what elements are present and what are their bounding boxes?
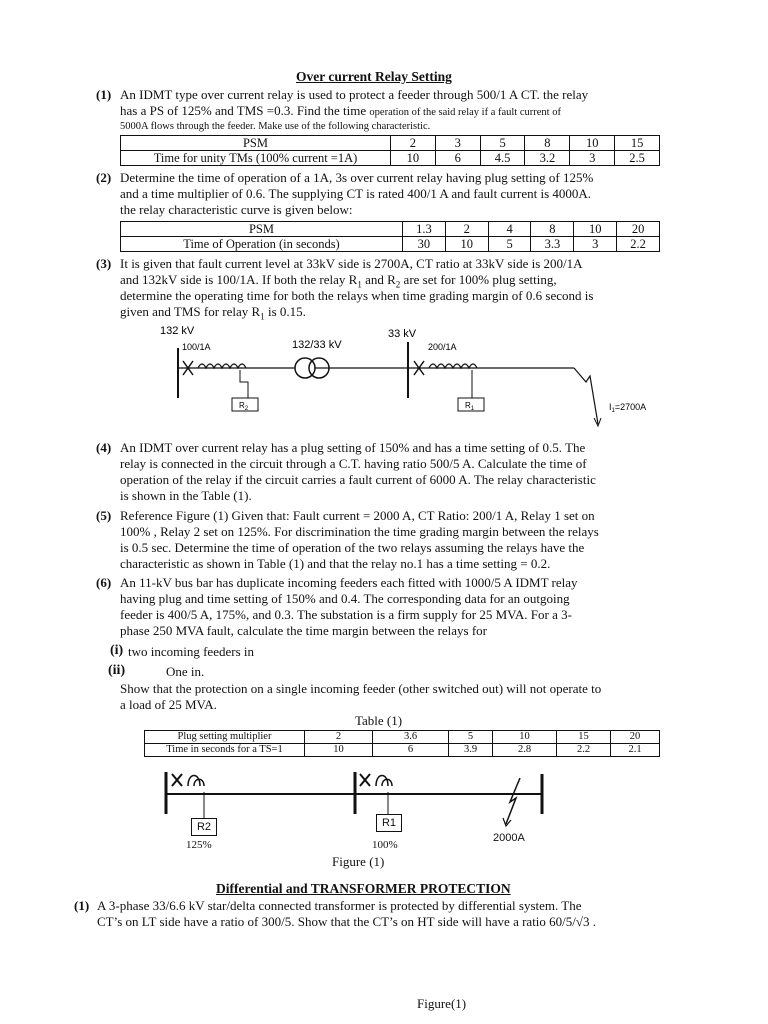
table-cell: 10 (391, 151, 436, 166)
subscript: 2 (395, 279, 401, 290)
table-cell: 4.5 (480, 151, 525, 166)
table-cell: 2.8 (493, 744, 557, 757)
table-cell: Time for unity TMs (100% current =1A) (121, 151, 391, 166)
table-cell: 3 (435, 136, 480, 151)
table-cell: 3.3 (531, 237, 574, 252)
table-cell: 2.2 (557, 744, 611, 757)
text-line: a load of 25 MVA. (120, 697, 217, 712)
relay-setting-label: 100% (372, 839, 398, 851)
text-line: It is given that fault current level at 33kV side is 2700A, CT ratio at 33kV side is 200/1A (120, 256, 583, 271)
q3-single-line-diagram (150, 320, 710, 450)
text-line: Determine the time of operation of a 1A, 3s over current relay having plug setting of 125% (120, 170, 594, 185)
table-caption: Table (1) (355, 713, 403, 728)
table-1 (144, 730, 660, 757)
question-number: (1) (74, 898, 90, 913)
fault-current-label: $I_1=2700A$ (609, 402, 647, 414)
footer-figure-label: Figure(1) (417, 996, 467, 1011)
text-line: 5000A flows through the feeder. Make use of the following characteristic. (120, 121, 431, 132)
relay-connection (240, 370, 248, 398)
fault-arrow-icon (574, 368, 598, 424)
table-cell: 10 (445, 237, 488, 252)
text-line: phase 250 MVA fault, calculate the time margin between the relays for (120, 623, 488, 638)
table-cell: 10 (570, 136, 615, 151)
sub-question-text: One in. (166, 664, 205, 679)
ct-coil-icon (376, 776, 392, 787)
text-line: Show that the protection on a single incoming feeder (other switched out) will not operate to (120, 681, 602, 696)
text-line: is 0.5 sec. Determine the time of operation of the two relays assuming the relays have the (120, 540, 585, 555)
table-cell: 2.1 (611, 744, 660, 757)
table-row (145, 744, 660, 757)
table-cell: 4 (488, 222, 531, 237)
table-cell: 20 (611, 731, 660, 744)
text-line: and 132kV side is 100/1A. If both the relay R (120, 272, 358, 287)
voltage-label: 132 kV (160, 325, 195, 337)
text-line: operation of the said relay if a fault current of (369, 107, 561, 118)
table-row (121, 222, 660, 237)
table-cell: 3.9 (449, 744, 493, 757)
voltage-label: 33 kV (388, 328, 417, 340)
question-number: (3) (96, 256, 112, 271)
text-line: is shown in the Table (1). (120, 488, 252, 503)
text-line: characteristic as shown in Table (1) and that the relay no.1 has a time setting = 0.2. (120, 556, 551, 571)
question-number: (1) (96, 87, 112, 102)
table-row (145, 731, 660, 744)
table-cell: 8 (531, 222, 574, 237)
question-3-text (120, 256, 720, 320)
text-line: A 3-phase 33/6.6 kV star/delta connected transformer is protected by differential system. The (97, 898, 582, 913)
table-cell: 10 (574, 222, 617, 237)
table-cell: Time in seconds for a TS=1 (145, 744, 305, 757)
table-cell: 10 (305, 744, 373, 757)
subscript: 1 (260, 311, 265, 322)
text-line: having plug and time setting of 150% and 0.4. The corresponding data for an outgoing (120, 591, 570, 606)
relay-r2-box: R2 (191, 818, 217, 836)
question-number: (4) (96, 440, 112, 455)
question-number: (5) (96, 508, 112, 523)
relay-r2-label: $R_2$ (239, 401, 249, 412)
table-cell: 15 (557, 731, 611, 744)
table-cell: PSM (121, 136, 391, 151)
table-row (121, 136, 660, 151)
sub-question-text: two incoming feeders in (128, 644, 254, 659)
table-cell: 2.2 (617, 237, 660, 252)
text-line: CT’s on LT side have a ratio of 300/5. Show that the CT’s on HT side will have a ratio 60/5/√3 . (97, 914, 597, 929)
text-line: has a PS of 125% and TMS =0.3. Find the time (120, 103, 367, 118)
ct-coil-icon (429, 364, 477, 368)
question-6-text (120, 575, 720, 639)
section-title: Over current Relay Setting (296, 69, 452, 84)
ct-ratio-label: 200/1A (428, 342, 457, 352)
table-cell: 5 (488, 237, 531, 252)
ct-ratio-label: 100/1A (182, 342, 211, 352)
text-line: An 11-kV bus bar has duplicate incoming feeders each fitted with 1000/5 A IDMT relay (120, 575, 578, 590)
question-6-tail (120, 681, 720, 713)
transformer-label: 132/33 kV (292, 339, 342, 351)
table-cell: 3.2 (525, 151, 570, 166)
question-2-text (120, 170, 720, 218)
breaker-x-icon (360, 774, 370, 786)
table-cell: Time of Operation (in seconds) (121, 237, 403, 252)
text-line: the relay characteristic curve is given below: (120, 202, 353, 217)
table-cell: 2 (391, 136, 436, 151)
text-line: given and TMS for relay R (120, 304, 261, 319)
table-cell: 2.5 (615, 151, 660, 166)
table-row (121, 151, 660, 166)
table-cell: 3 (570, 151, 615, 166)
fault-current-label: 2000A (493, 832, 525, 844)
question-1-table (120, 135, 660, 166)
sub-question-number: (i) (110, 643, 124, 658)
section-title: Differential and TRANSFORMER PROTECTION (216, 881, 511, 896)
text-line: and a time multiplier of 0.6. The supplying CT is rated 400/1 A and fault current is 4000A. (120, 186, 592, 201)
table-cell: 5 (449, 731, 493, 744)
text-line: are set for 100% plug setting, (400, 272, 557, 287)
table-cell: 2 (305, 731, 373, 744)
text-line: determine the operating time for both the relays when time grading margin of 0.6 second is (120, 288, 594, 303)
table-cell: 2 (445, 222, 488, 237)
text-line: 100% , Relay 2 set on 125%. For discrimination the time grading margin between the relays (120, 524, 599, 539)
table-cell: 20 (617, 222, 660, 237)
relay-setting-label: 125% (186, 839, 212, 851)
text-line: operation of the relay if the circuit carries a fault current of 6000 A. The relay characteristic (120, 472, 596, 487)
question-number: (2) (96, 170, 112, 185)
text-line: and R (361, 272, 396, 287)
table-cell: 6 (373, 744, 449, 757)
question-number: (6) (96, 575, 112, 590)
table-cell: 10 (493, 731, 557, 744)
text-line: feeder is 400/5 A, 175%, and 0.3. The substation is a firm supply for 25 MVA. For a 3- (120, 607, 572, 622)
table-cell: 30 (403, 237, 446, 252)
table-cell: 3.6 (373, 731, 449, 744)
table-cell: PSM (121, 222, 403, 237)
subscript: 1 (357, 279, 362, 290)
ct-coil-icon (198, 364, 246, 368)
table-cell: 6 (435, 151, 480, 166)
sub-question-number: (ii) (108, 663, 126, 678)
table-cell: Plug setting multiplier (145, 731, 305, 744)
breaker-x-icon (172, 774, 182, 786)
text-line: An IDMT over current relay has a plug setting of 150% and has a time setting of 0.5. The (120, 440, 586, 455)
figure-caption: Figure (1) (332, 854, 385, 869)
relay-r1-box: R1 (376, 814, 402, 832)
table-cell: 5 (480, 136, 525, 151)
question-5-text (120, 508, 720, 572)
relay-r1-label: $R_1$ (465, 401, 475, 412)
table-cell: 15 (615, 136, 660, 151)
text-line: is 0.15. (264, 304, 306, 319)
fault-arrow-icon (506, 778, 520, 824)
table-cell: 3 (574, 237, 617, 252)
table-cell: 8 (525, 136, 570, 151)
text-line: Reference Figure (1) Given that: Fault current = 2000 A, CT Ratio: 200/1 A, Relay 1 set on (120, 508, 595, 523)
text-line: An IDMT type over current relay is used to protect a feeder through 500/1 A CT. the relay (120, 87, 589, 102)
table-cell: 1.3 (403, 222, 446, 237)
question-4-text (120, 440, 720, 504)
text-line: relay is connected in the circuit through a C.T. having ratio 500/5 A. Calculate the time of (120, 456, 587, 471)
ct-coil-icon (188, 776, 204, 787)
differential-question-text (97, 898, 717, 930)
table-row (121, 237, 660, 252)
question-1-text (120, 87, 720, 135)
question-2-table (120, 221, 660, 252)
